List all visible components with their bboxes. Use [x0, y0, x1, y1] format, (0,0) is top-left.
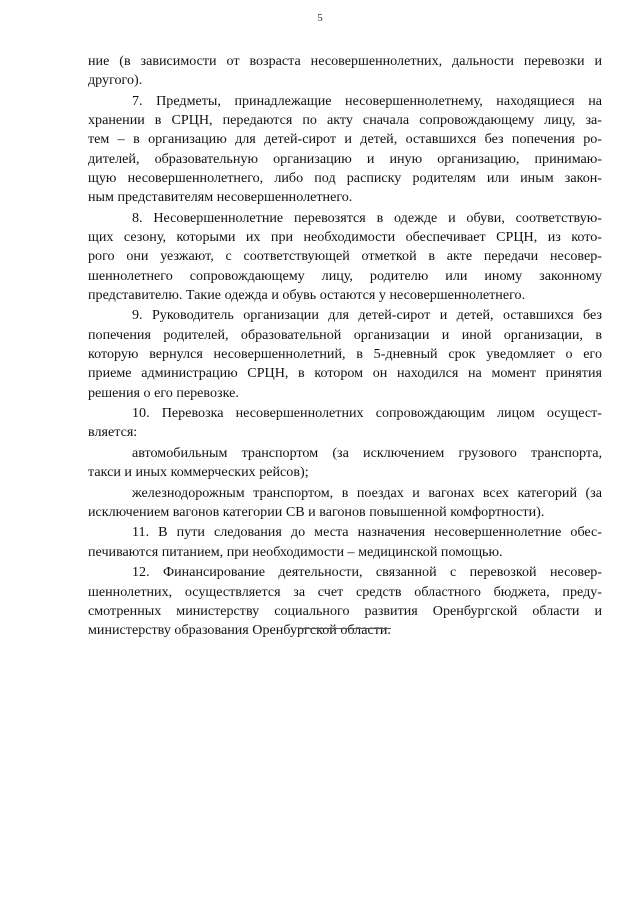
- text-line: печиваются питанием, при необходимости – медицинской помощью.: [88, 543, 503, 560]
- paragraph-first-line: 7. Предметы, принадлежащие несовершеннолетнему, находящиеся на: [132, 92, 602, 109]
- text-line: приеме администрацию СРЦН, в котором он находился на момент принятия: [88, 365, 602, 382]
- text-line: шеннолетнего сопровождающему лицу, родителю или иному законному: [88, 267, 602, 284]
- text-line: ным представителям несовершеннолетнего.: [88, 189, 353, 206]
- text-line: щих сезону, которыми их при необходимости обеспечивает СРЦН, из кото-: [88, 229, 602, 246]
- text-line: другого).: [88, 72, 143, 89]
- end-of-text-rule: [299, 628, 391, 629]
- paragraph-first-line: 10. Перевозка несовершеннолетних сопровождающим лицом осущест-: [132, 405, 602, 422]
- text-line: ние (в зависимости от возраста несовершеннолетних, дальности перевозки и: [88, 53, 602, 69]
- paragraph-first-line: автомобильным транспортом (за исключением грузового транспорта,: [132, 444, 602, 461]
- text-line: такси и иных коммерческих рейсов);: [88, 464, 309, 481]
- text-line: хранении в СРЦН, передаются по акту сначала сопровождающему лицу, за-: [88, 112, 602, 129]
- text-line: рого они уезжают, с соответствующей отметкой в акте передачи несовер-: [88, 248, 602, 265]
- text-line: решения о его перевозке.: [88, 384, 239, 401]
- text-line: которую вернулся несовершеннолетний, в 5-дневный срок уведомляет о его: [88, 346, 602, 363]
- paragraph-first-line: 11. В пути следования до места назначения несовершеннолетние обес-: [132, 524, 602, 541]
- document-body: [88, 52, 602, 640]
- text-line: шеннолетних, осуществляется за счет средств областного бюджета, преду-: [88, 583, 602, 600]
- text-line: исключением вагонов категории СВ и вагонов повышенной комфортности).: [88, 503, 545, 520]
- text-line: представителю. Такие одежда и обувь остаются у несовершеннолетнего.: [88, 286, 526, 303]
- text-line: дителей, образовательную организацию и иную организацию, принимаю-: [88, 150, 602, 167]
- paragraph-first-line: железнодорожным транспортом, в поездах и вагонах всех категорий (за: [132, 484, 602, 501]
- text-line: попечения родителей, образовательной организации и иной организации, в: [88, 326, 602, 343]
- page-number: 5: [317, 12, 323, 24]
- paragraph-first-line: 9. Руководитель организации для детей-сирот и детей, оставшихся без: [132, 307, 602, 324]
- text-line: вляется:: [88, 424, 138, 441]
- text-line: министерству образования Оренбургской области.: [88, 622, 391, 639]
- text-line: смотренных министерству социального развития Оренбургской области и: [88, 602, 602, 619]
- paragraph-first-line: 8. Несовершеннолетние перевозятся в одежде и обуви, соответствую-: [132, 209, 602, 226]
- text-line: щую несовершеннолетнего, либо под расписку родителям или иным закон-: [88, 169, 602, 186]
- text-line: тем – в организацию для детей-сирот и детей, оставшихся без попечения ро-: [88, 131, 602, 148]
- paragraph-first-line: 12. Финансирование деятельности, связанной с перевозкой несовер-: [132, 564, 602, 581]
